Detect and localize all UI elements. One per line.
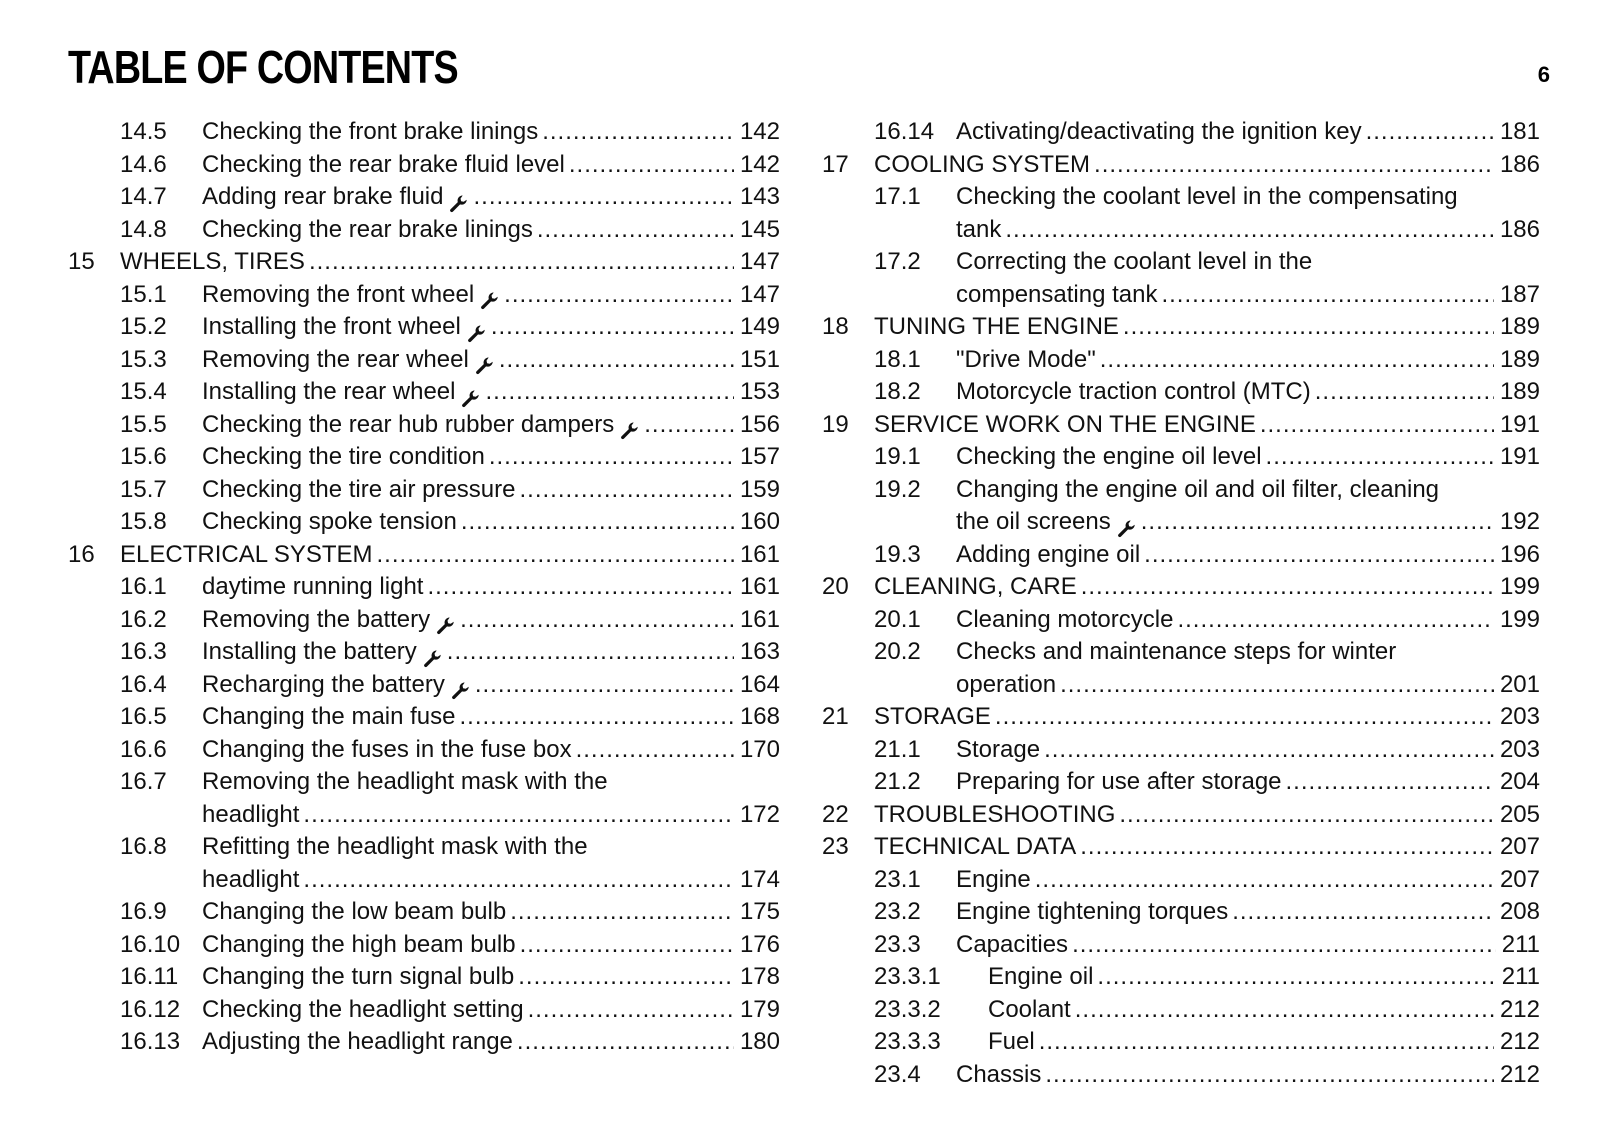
dot-leader (499, 344, 734, 377)
toc-section-entry[interactable] (68, 1026, 780, 1059)
dot-leader (510, 896, 734, 929)
entry-page-number: 143 (739, 183, 780, 210)
entry-page-number: 211 (1501, 930, 1540, 958)
toc-section-entry[interactable] (68, 701, 780, 734)
entry-number: 15.1 (120, 280, 167, 308)
dot-leader (1080, 831, 1494, 864)
entry-title: Preparing for use after storage (956, 768, 1282, 795)
entry-number: 21 (822, 703, 849, 730)
entry-page-number: 151 (739, 345, 780, 373)
dot-leader (520, 929, 734, 962)
dot-leader (1286, 766, 1494, 799)
dot-leader (1100, 344, 1494, 377)
wrench-icon (461, 389, 481, 409)
entry-number: 15.3 (120, 345, 167, 373)
dot-leader (1075, 994, 1494, 1027)
toc-section-entry[interactable] (822, 539, 1540, 572)
entry-title: Removing the rear wheel (202, 345, 469, 373)
entry-title: Removing the headlight mask with the (202, 768, 608, 795)
entry-page-number: 208 (1499, 898, 1540, 925)
entry-number: 16.12 (120, 995, 181, 1023)
toc-section-entry[interactable] (68, 571, 780, 604)
toc-section-entry[interactable] (68, 669, 780, 702)
entry-number: 20.1 (874, 605, 921, 633)
entry-title: Fuel (988, 1028, 1035, 1055)
entry-page-number: 205 (1499, 800, 1540, 828)
entry-number: 15.2 (120, 313, 167, 340)
entry-page-number: 164 (739, 670, 780, 698)
entry-number: 21.2 (874, 768, 921, 795)
entry-number: 17.2 (874, 248, 921, 275)
dot-leader (1144, 539, 1494, 572)
wrench-icon (467, 324, 487, 344)
entry-page-number: 161 (739, 540, 780, 568)
entry-page-number: 186 (1499, 215, 1540, 243)
toc-section-entry[interactable] (68, 344, 780, 377)
entry-number: 18 (822, 313, 849, 340)
entry-page-number: 212 (1499, 1060, 1540, 1088)
wrench-icon (480, 291, 500, 311)
entry-number: 23.4 (874, 1060, 921, 1088)
toc-section-entry[interactable] (68, 896, 780, 929)
entry-title: Motorcycle traction control (MTC) (956, 378, 1311, 405)
entry-title: Removing the front wheel (202, 280, 475, 308)
entry-page-number: 172 (739, 800, 780, 828)
entry-title: Checking the headlight setting (202, 995, 524, 1023)
entry-number: 19.2 (874, 475, 921, 503)
dot-leader (519, 474, 733, 507)
entry-page-number: 174 (739, 865, 780, 893)
toc-section-entry[interactable] (822, 116, 1540, 149)
dot-leader (485, 376, 733, 409)
entry-page-number: 176 (739, 930, 780, 958)
toc-section-entry[interactable] (68, 214, 780, 247)
toc-section-entry[interactable] (68, 636, 780, 669)
toc-section-entry[interactable] (68, 734, 780, 767)
toc-section-entry[interactable] (68, 311, 780, 344)
entry-title-continued: tank (956, 215, 1002, 243)
toc-section-entry[interactable] (822, 344, 1540, 377)
dot-leader (377, 539, 734, 572)
toc-chapter-entry[interactable] (68, 539, 780, 572)
toc-left-column (68, 116, 780, 1059)
entry-page-number: 147 (739, 248, 780, 275)
entry-number: 20.2 (874, 638, 921, 665)
entry-title: Checking the engine oil level (956, 443, 1262, 470)
entry-title: COOLING SYSTEM (874, 150, 1091, 178)
entry-page-number: 189 (1499, 313, 1540, 340)
entry-page-number: 161 (739, 605, 780, 633)
entry-page-number: 207 (1499, 833, 1540, 860)
entry-number: 16.5 (120, 703, 167, 730)
dot-leader (303, 864, 734, 897)
toc-section-entry[interactable] (68, 279, 780, 312)
entry-title-continued: the oil screens (956, 508, 1111, 535)
entry-number: 16.10 (120, 930, 181, 958)
toc-section-entry[interactable] (822, 994, 1540, 1027)
toc-chapter-entry[interactable] (822, 571, 1540, 604)
entry-title: Adding engine oil (956, 540, 1141, 568)
entry-page-number: 199 (1499, 573, 1540, 600)
toc-section-entry[interactable] (822, 441, 1540, 474)
entry-title: Correcting the coolant level in the (956, 248, 1313, 275)
entry-number: 15.5 (120, 410, 167, 438)
page-title: TABLE OF CONTENTS (68, 41, 458, 93)
entry-number: 23.3 (874, 930, 921, 958)
entry-page-number: 142 (739, 150, 780, 178)
entry-title: Recharging the battery (202, 670, 445, 698)
entry-number: 19.3 (874, 540, 921, 568)
dot-leader (518, 961, 734, 994)
entry-page-number: 191 (1499, 410, 1540, 438)
dot-leader (309, 246, 734, 279)
toc-section-entry[interactable] (68, 441, 780, 474)
toc-section-entry[interactable] (68, 376, 780, 409)
entry-title: Capacities (956, 930, 1069, 958)
entry-number: 18.1 (874, 345, 921, 373)
dot-leader (491, 311, 734, 344)
entry-number: 16.3 (120, 638, 167, 665)
entry-title: Installing the rear wheel (202, 378, 456, 405)
entry-number: 19.1 (874, 443, 921, 470)
entry-title: Chassis (956, 1060, 1042, 1088)
entry-title: Activating/deactivating the ignition key (956, 118, 1362, 145)
entry-title: Installing the front wheel (202, 313, 461, 340)
entry-title: Changing the fuses in the fuse box (202, 735, 572, 763)
dot-leader (1123, 311, 1494, 344)
dot-leader (1260, 409, 1494, 442)
entry-page-number: 147 (739, 280, 780, 308)
entry-number: 23.3.1 (874, 963, 941, 990)
entry-title-continued: operation (956, 670, 1057, 698)
dot-leader (447, 636, 734, 669)
dot-leader (1094, 149, 1494, 182)
entry-page-number: 142 (739, 118, 780, 145)
entry-page-number: 189 (1499, 345, 1540, 373)
entry-title-continued: compensating tank (956, 280, 1158, 308)
entry-title: SERVICE WORK ON THE ENGINE (874, 410, 1256, 438)
entry-page-number: 211 (1501, 963, 1540, 990)
entry-title: Changing the engine oil and oil filter, cleaning (956, 475, 1440, 503)
entry-title: CLEANING, CARE (874, 573, 1077, 600)
dot-leader (537, 214, 734, 247)
toc-section-entry[interactable] (68, 831, 780, 896)
entry-title: Cleaning motorcycle (956, 605, 1174, 633)
entry-number: 16.6 (120, 735, 167, 763)
entry-page-number: 189 (1499, 378, 1540, 405)
entry-number: 16.13 (120, 1028, 181, 1055)
entry-number: 19 (822, 410, 849, 438)
entry-number: 15.8 (120, 508, 167, 535)
entry-page-number: 191 (1499, 443, 1540, 470)
dot-leader (1044, 734, 1494, 767)
entry-title: Removing the battery (202, 605, 431, 633)
wrench-icon (475, 356, 495, 376)
entry-title: Checking the tire condition (202, 443, 485, 470)
entry-title: TROUBLESHOOTING (874, 800, 1116, 828)
entry-page-number: 157 (739, 443, 780, 470)
entry-page-number: 160 (739, 508, 780, 535)
entry-title: Changing the high beam bulb (202, 930, 516, 958)
dot-leader (475, 669, 734, 702)
entry-page-number: 179 (739, 995, 780, 1023)
entry-title: Adjusting the headlight range (202, 1028, 513, 1055)
entry-page-number: 163 (739, 638, 780, 665)
entry-title: Adding rear brake fluid (202, 183, 444, 210)
entry-number: 16.7 (120, 768, 167, 795)
dot-leader (473, 181, 733, 214)
page-number: 6 (1537, 62, 1550, 87)
entry-number: 23.2 (874, 898, 921, 925)
dot-leader (1141, 506, 1494, 539)
entry-page-number: 212 (1499, 1028, 1540, 1055)
entry-title-continued: headlight (202, 865, 300, 893)
entry-number: 15 (68, 248, 95, 275)
wrench-icon (451, 681, 471, 701)
entry-title: Checking the tire air pressure (202, 475, 516, 503)
entry-number: 15.7 (120, 475, 167, 503)
entry-page-number: 178 (739, 963, 780, 990)
dot-leader (569, 149, 734, 182)
entry-title-continued: headlight (202, 800, 300, 828)
toc-section-entry[interactable] (822, 474, 1540, 539)
toc-section-entry[interactable] (822, 766, 1540, 799)
entry-number: 17.1 (874, 183, 921, 210)
toc-section-entry[interactable] (822, 896, 1540, 929)
toc-section-entry[interactable] (822, 604, 1540, 637)
entry-title: Changing the low beam bulb (202, 898, 507, 925)
toc-section-entry[interactable] (822, 1059, 1540, 1092)
entry-page-number: 199 (1499, 605, 1540, 633)
toc-chapter-entry[interactable] (822, 149, 1540, 182)
entry-number: 16.11 (120, 963, 179, 990)
toc-section-entry[interactable] (68, 929, 780, 962)
entry-title: Checking the coolant level in the compensating (956, 183, 1458, 210)
dot-leader (576, 734, 734, 767)
toc-chapter-entry[interactable] (822, 409, 1540, 442)
entry-page-number: 212 (1499, 995, 1540, 1023)
dot-leader (461, 506, 734, 539)
entry-page-number: 145 (739, 215, 780, 243)
dot-leader (1097, 961, 1495, 994)
wrench-icon (436, 616, 456, 636)
entry-title: "Drive Mode" (956, 345, 1096, 373)
toc-section-entry[interactable] (68, 961, 780, 994)
entry-number: 22 (822, 800, 849, 828)
entry-title: Checking spoke tension (202, 508, 457, 535)
entry-number: 15.6 (120, 443, 167, 470)
entry-number: 16.8 (120, 833, 167, 860)
entry-number: 15.4 (120, 378, 167, 405)
entry-title: Coolant (988, 995, 1071, 1023)
entry-number: 16 (68, 540, 95, 568)
dot-leader (427, 571, 733, 604)
dot-leader (1161, 279, 1493, 312)
dot-leader (1081, 571, 1494, 604)
entry-page-number: 170 (739, 735, 780, 763)
wrench-icon (423, 649, 443, 669)
entry-page-number: 153 (739, 378, 780, 405)
entry-title: Engine tightening torques (956, 898, 1229, 925)
toc-section-entry[interactable] (822, 181, 1540, 246)
entry-title: Checking the rear hub rubber dampers (202, 410, 615, 438)
entry-page-number: 204 (1499, 768, 1540, 795)
entry-page-number: 168 (739, 703, 780, 730)
toc-section-entry[interactable] (822, 1026, 1540, 1059)
toc-section-entry[interactable] (68, 409, 780, 442)
entry-title: Checking the rear brake linings (202, 215, 533, 243)
entry-page-number: 207 (1499, 865, 1540, 893)
entry-title: TUNING THE ENGINE (874, 313, 1119, 340)
wrench-icon (449, 194, 469, 214)
entry-title: Installing the battery (202, 638, 417, 665)
wrench-icon (1117, 519, 1137, 539)
dot-leader (1045, 1059, 1494, 1092)
dot-leader (528, 994, 734, 1027)
entry-title: STORAGE (874, 703, 991, 730)
toc-section-entry[interactable] (822, 961, 1540, 994)
dot-leader (1035, 864, 1494, 897)
entry-page-number: 203 (1499, 703, 1540, 730)
dot-leader (1177, 604, 1494, 637)
entry-page-number: 175 (739, 898, 780, 925)
dot-leader (1060, 669, 1494, 702)
entry-title: Refitting the headlight mask with the (202, 833, 588, 860)
toc-chapter-entry[interactable] (68, 246, 780, 279)
dot-leader (504, 279, 734, 312)
entry-number: 23 (822, 833, 849, 860)
toc-section-entry[interactable] (822, 636, 1540, 701)
toc-chapter-entry[interactable] (822, 701, 1540, 734)
dot-leader (1119, 799, 1494, 832)
entry-page-number: 161 (739, 573, 780, 600)
toc-section-entry[interactable] (822, 734, 1540, 767)
dot-leader (644, 409, 734, 442)
entry-page-number: 149 (739, 313, 780, 340)
entry-number: 14.5 (120, 118, 167, 145)
entry-title: WHEELS, TIRES (120, 248, 305, 275)
entry-number: 21.1 (874, 735, 921, 763)
entry-title: Checking the front brake linings (202, 118, 539, 145)
dot-leader (1039, 1026, 1494, 1059)
toc-section-entry[interactable] (68, 474, 780, 507)
dot-leader (995, 701, 1494, 734)
entry-number: 18.2 (874, 378, 921, 405)
toc-section-entry[interactable] (68, 604, 780, 637)
entry-number: 14.8 (120, 215, 167, 243)
entry-number: 23.1 (874, 865, 921, 893)
toc-section-entry[interactable] (68, 994, 780, 1027)
entry-number: 16.9 (120, 898, 167, 925)
dot-leader (460, 701, 734, 734)
toc-chapter-entry[interactable] (822, 311, 1540, 344)
entry-title: Engine oil (988, 963, 1094, 990)
dot-leader (1072, 929, 1496, 962)
dot-leader (1005, 214, 1494, 247)
dot-leader (542, 116, 734, 149)
entry-title: Engine (956, 865, 1031, 893)
toc-chapter-entry[interactable] (822, 831, 1540, 864)
toc-section-entry[interactable] (822, 864, 1540, 897)
entry-number: 16.2 (120, 605, 167, 633)
entry-title: Checks and maintenance steps for winter (956, 638, 1397, 665)
entry-number: 23.3.2 (874, 995, 941, 1023)
entry-page-number: 181 (1499, 118, 1540, 145)
toc-section-entry[interactable] (68, 149, 780, 182)
toc-section-entry[interactable] (822, 929, 1540, 962)
entry-title: Changing the main fuse (202, 703, 456, 730)
entry-page-number: 156 (739, 410, 780, 438)
entry-number: 16.4 (120, 670, 167, 698)
toc-section-entry[interactable] (68, 766, 780, 831)
entry-page-number: 159 (739, 475, 780, 503)
entry-title: Changing the turn signal bulb (202, 963, 515, 990)
entry-page-number: 196 (1499, 540, 1540, 568)
wrench-icon (620, 421, 640, 441)
dot-leader (1266, 441, 1494, 474)
entry-title: Storage (956, 735, 1041, 763)
toc-section-entry[interactable] (68, 181, 780, 214)
entry-title: ELECTRICAL SYSTEM (120, 540, 373, 568)
entry-number: 16.14 (874, 118, 935, 145)
entry-number: 14.6 (120, 150, 167, 178)
entry-number: 23.3.3 (874, 1028, 941, 1055)
toc-section-entry[interactable] (822, 376, 1540, 409)
entry-number: 17 (822, 150, 849, 178)
entry-title: Checking the rear brake fluid level (202, 150, 565, 178)
toc-section-entry[interactable] (68, 116, 780, 149)
entry-page-number: 201 (1499, 670, 1540, 698)
entry-title: daytime running light (202, 573, 424, 600)
toc-right-column (822, 116, 1540, 1091)
dot-leader (1366, 116, 1494, 149)
entry-number: 16.1 (120, 573, 167, 600)
entry-page-number: 187 (1499, 280, 1540, 308)
entry-number: 20 (822, 573, 849, 600)
entry-page-number: 203 (1499, 735, 1540, 763)
dot-leader (1232, 896, 1494, 929)
toc-chapter-entry[interactable] (822, 799, 1540, 832)
entry-page-number: 192 (1499, 508, 1540, 535)
dot-leader (489, 441, 734, 474)
dot-leader (303, 799, 734, 832)
toc-section-entry[interactable] (822, 246, 1540, 311)
dot-leader (460, 604, 734, 637)
entry-number: 14.7 (120, 183, 167, 210)
entry-page-number: 186 (1499, 150, 1540, 178)
entry-page-number: 180 (739, 1028, 780, 1055)
dot-leader (517, 1026, 734, 1059)
entry-title: TECHNICAL DATA (874, 833, 1077, 860)
dot-leader (1315, 376, 1494, 409)
toc-section-entry[interactable] (68, 506, 780, 539)
